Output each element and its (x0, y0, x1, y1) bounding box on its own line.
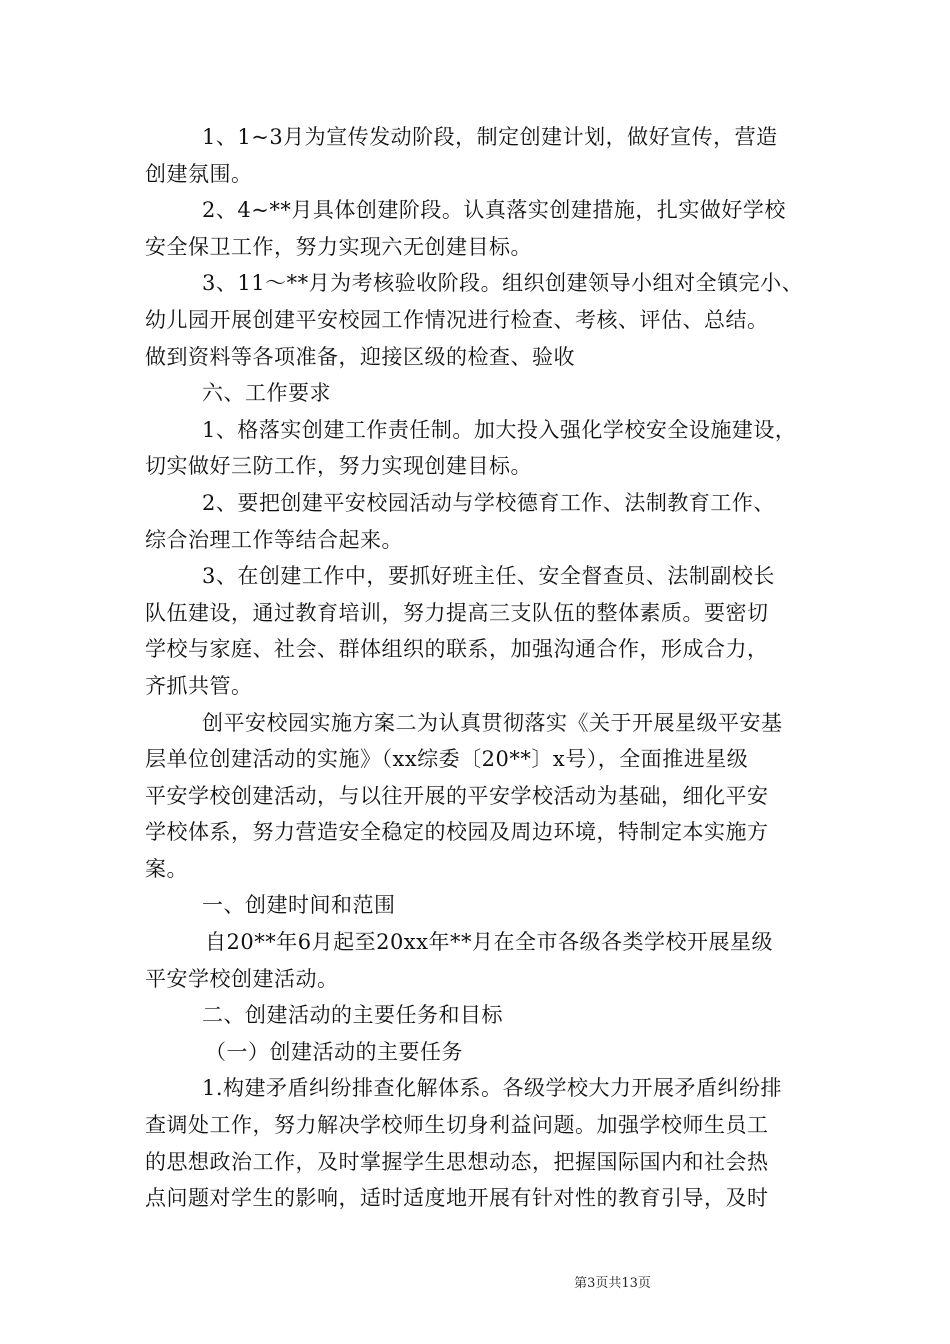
paragraph-line: 1、1~3月为宣传发动阶段，制定创建计划，做好宣传，营造 (202, 125, 778, 149)
paragraph-line: 创平安校园实施方案二为认真贯彻落实《关于开展星级平安基 (202, 710, 783, 735)
paragraph-line: 做到资料等各项准备，迎接区级的检查、验收 (145, 344, 575, 369)
paragraph-line: 自20**年6月起至20xx年**月在全市各级各类学校开展星级 (205, 930, 773, 955)
section-heading: 二、创建活动的主要任务和目标 (202, 1003, 503, 1028)
paragraph-line: 3、11～**月为考核验收阶段。组织创建领导小组对全镇完小、 (202, 271, 804, 296)
paragraph-line: 齐抓共管。 (145, 673, 253, 698)
paragraph-line: 查调处工作，努力解决学校师生切身利益问题。加强学校师生员工 (145, 1113, 769, 1138)
paragraph-line: 案。 (145, 856, 188, 881)
paragraph-line: 学校与家庭、社会、群体组织的联系，加强沟通合作，形成合力， (145, 637, 769, 662)
paragraph-line: 1、格落实创建工作责任制。加大投入强化学校安全设施建设， (202, 417, 797, 442)
paragraph-line: 1.构建矛盾纠纷排查化解体系。各级学校大力开展矛盾纠纷排 (202, 1076, 783, 1101)
paragraph-line: 2、要把创建平安校园活动与学校德育工作、法制教育工作、 (202, 490, 775, 515)
paragraph-line: 的思想政治工作，及时掌握学生思想动态，把握国际国内和社会热 (145, 1149, 769, 1174)
paragraph-line: 学校体系，努力营造安全稳定的校园及周边环境，特制定本实施方 (145, 820, 769, 845)
paragraph-line: 综合治理工作等结合起来。 (145, 527, 403, 552)
paragraph-line: 层单位创建活动的实施》（xx综委〔20**〕x号），全面推进星级 (145, 747, 749, 772)
paragraph-line: 幼儿园开展创建平安校园工作情况进行检查、考核、评估、总结。 (145, 307, 769, 332)
section-heading: 六、工作要求 (202, 381, 331, 406)
page-number-footer: 第3页共13页 (574, 1276, 651, 1291)
paragraph-line: 2、4~**月具体创建阶段。认真落实创建措施，扎实做好学校 (202, 198, 786, 223)
paragraph-line: 平安学校创建活动，与以往开展的平安学校活动为基础，细化平安 (145, 783, 769, 808)
paragraph-line: 平安学校创建活动。 (145, 966, 339, 991)
paragraph-line: 队伍建设，通过教育培训，努力提高三支队伍的整体素质。要密切 (145, 600, 769, 625)
paragraph-line: 创建氛围。 (145, 161, 253, 186)
paragraph-line: 安全保卫工作，努力实现六无创建目标。 (145, 234, 532, 259)
document-body (145, 119, 825, 1217)
section-heading: 一、创建时间和范围 (202, 893, 396, 918)
paragraph-line: 3、在创建工作中，要抓好班主任、安全督查员、法制副校长 (202, 564, 775, 589)
subsection-heading: （一）创建活动的主要任务 (205, 1039, 463, 1064)
paragraph-line: 切实做好三防工作，努力实现创建目标。 (145, 454, 532, 479)
paragraph-line: 点问题对学生的影响，适时适度地开展有针对性的教育引导，及时 (145, 1186, 769, 1211)
